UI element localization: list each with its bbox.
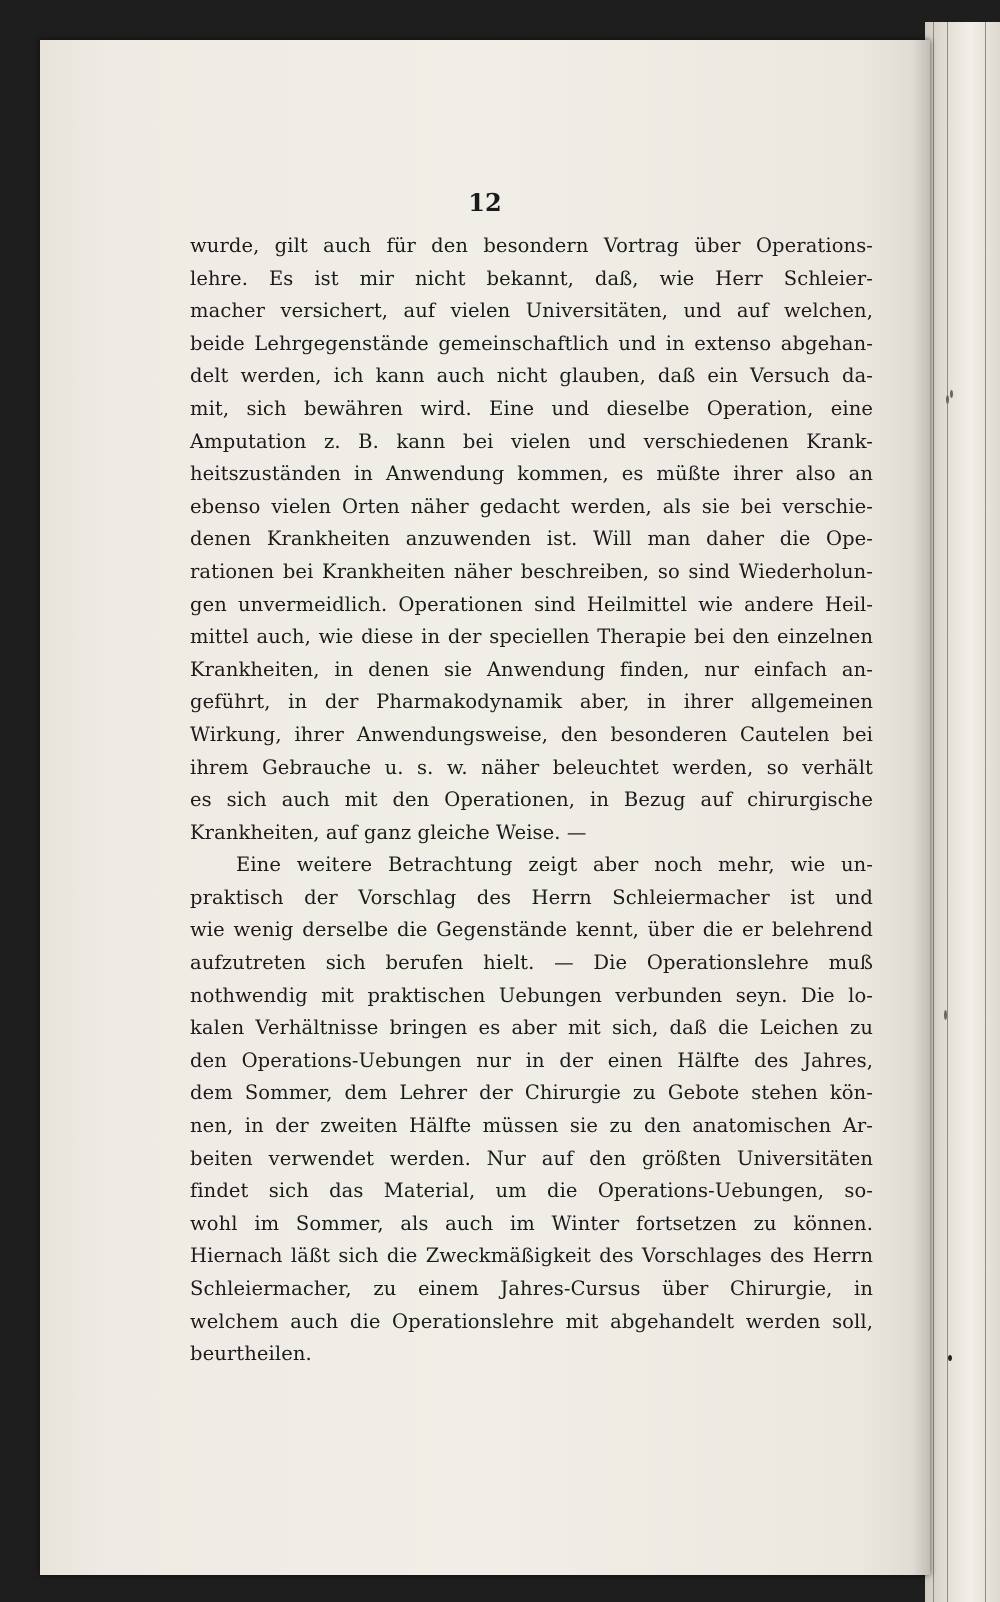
text-line: aufzutreten sich berufen hielt. — Die Operationslehre muß (190, 951, 873, 975)
text-line: beiten verwendet werden. Nur auf den größten Universitäten (190, 1146, 873, 1170)
text-line: wohl im Sommer, als auch im Winter fortsetzen zu können. (190, 1211, 873, 1235)
scan-speck (950, 390, 953, 398)
page-edge-line (985, 22, 986, 1602)
scan-speck (944, 1010, 947, 1020)
text-line: kalen Verhältnisse bringen es aber mit sich, daß die Leichen zu (190, 1016, 873, 1040)
text-line: mittel auch, wie diese in der speciellen Therapie bei den einzelnen (190, 625, 873, 649)
text-line: praktisch der Vorschlag des Herrn Schleiermacher ist und (190, 885, 873, 909)
scan-speck (948, 1355, 952, 1361)
text-line: gen unvermeidlich. Operationen sind Heilmittel wie andere Heil- (190, 592, 873, 616)
text-line: Schleiermacher, zu einem Jahres-Cursus über Chirurgie, in (190, 1277, 873, 1300)
text-line: nen, in der zweiten Hälfte müssen sie zu den anatomischen Ar- (190, 1114, 873, 1138)
text-line: delt werden, ich kann auch nicht glauben, daß ein Versuch da- (190, 364, 873, 388)
text-line: den Operations-Uebungen nur in der einen Hälfte des Jahres, (190, 1048, 873, 1072)
text-line: beide Lehrgegenstände gemeinschaftlich und in extenso abgehan- (190, 331, 873, 355)
text-line: findet sich das Material, um die Operations-Uebungen, so- (190, 1179, 873, 1203)
book-page (40, 40, 930, 1575)
text-line: Krankheiten, in denen sie Anwendung finden, nur einfach an- (190, 657, 873, 681)
text-line: Amputation z. B. kann bei vielen und verschiedenen Krank- (190, 429, 873, 453)
text-line: wurde, gilt auch für den besondern Vortrag über Operations- (190, 234, 873, 257)
text-line: macher versichert, auf vielen Universitäten, und auf welchen, (190, 299, 873, 323)
text-line: Eine weitere Betrachtung zeigt aber noch mehr, wie un- (236, 853, 873, 877)
text-line: ihrem Gebrauche u. s. w. näher beleuchtet werden, so verhält (190, 755, 873, 779)
text-line: Wirkung, ihrer Anwendungsweise, den besonderen Cautelen bei (190, 722, 873, 746)
page-gutter-shadow (912, 40, 930, 1575)
text-line: es sich auch mit den Operationen, in Bezug auf chirurgische (190, 788, 873, 812)
next-page-edge (925, 22, 1000, 1602)
page-edge-line (947, 22, 948, 1602)
text-line: Hiernach läßt sich die Zweckmäßigkeit des Vorschlages des Herrn (190, 1244, 873, 1268)
body-text (190, 230, 873, 1371)
text-line: ebenso vielen Orten näher gedacht werden, als sie bei verschie- (190, 494, 873, 518)
text-line: welchem auch die Operationslehre mit abgehandelt werden soll, (190, 1309, 873, 1333)
text-line: denen Krankheiten anzuwenden ist. Will man daher die Ope- (190, 527, 873, 551)
text-line: mit, sich bewähren wird. Eine und dieselbe Operation, eine (190, 396, 873, 420)
text-line: nothwendig mit praktischen Uebungen verbunden seyn. Die lo- (190, 983, 873, 1007)
scan-speck (946, 395, 949, 404)
text-line: lehre. Es ist mir nicht bekannt, daß, wie Herr Schleier- (190, 266, 873, 290)
text-line: wie wenig derselbe die Gegenstände kennt, über die er belehrend (190, 918, 873, 942)
text-line: rationen bei Krankheiten näher beschreiben, so sind Wiederholun- (190, 559, 873, 583)
page-number: 12 (468, 188, 502, 217)
text-line: heitszuständen in Anwendung kommen, es müßte ihrer also an (190, 462, 873, 486)
text-line: dem Sommer, dem Lehrer der Chirurgie zu Gebote stehen kön- (190, 1081, 873, 1105)
text-line: geführt, in der Pharmakodynamik aber, in ihrer allgemeinen (190, 690, 873, 714)
page-edge-line (933, 22, 934, 1602)
text-line: beurtheilen. (190, 1342, 312, 1366)
text-line: Krankheiten, auf ganz gleiche Weise. — (190, 820, 587, 844)
